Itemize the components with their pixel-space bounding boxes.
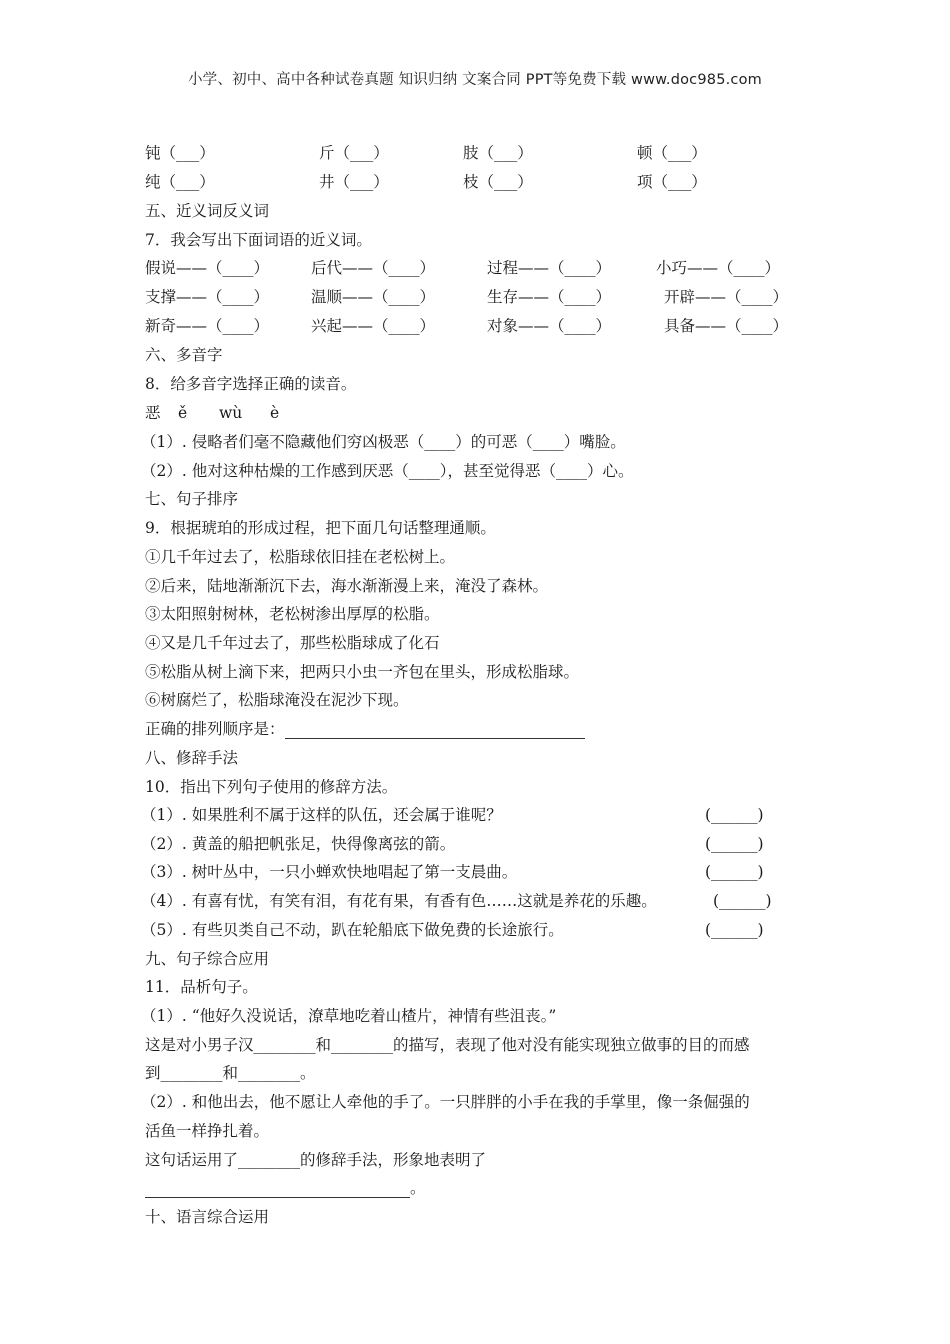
polyphone-sentence-2[interactable]: （2）. 他对这种枯燥的工作感到厌恶（____），甚至觉得恶（____）心。: [141, 462, 634, 480]
rhetoric-sentence: （5）. 有些贝类自己不动，趴在轮船底下做免费的长途旅行。: [141, 921, 564, 939]
radical-item[interactable]: 肢（___）: [463, 144, 533, 162]
rhetoric-sentence: （4）. 有喜有忧，有笑有泪，有花有果，有香有色……这就是养花的乐趣。: [141, 892, 657, 910]
analysis-quote-1: （1）. “他好久没说话，潦草地吃着山楂片，神情有些沮丧。”: [141, 1007, 557, 1025]
rhetoric-blank[interactable]: (______): [713, 892, 772, 910]
rhetoric-blank[interactable]: (______): [705, 835, 764, 853]
radical-item[interactable]: 枝（___）: [463, 173, 533, 191]
order-answer-row: [145, 719, 585, 739]
section-10-title: 十、语言综合运用: [145, 1208, 270, 1226]
synonym-item[interactable]: 温顺——（____）: [311, 288, 436, 306]
rhetoric-blank[interactable]: (______): [705, 806, 764, 824]
order-answer-label: 正确的排列顺序是：: [145, 720, 285, 738]
question-10: 10．指出下列句子使用的修辞方法。: [145, 778, 398, 796]
question-7: 7．我会写出下面词语的近义词。: [145, 231, 372, 249]
synonym-item[interactable]: 支撑——（____）: [145, 288, 270, 306]
analysis-fill-2[interactable]: 这句话运用了________的修辞手法，形象地表明了: [145, 1151, 487, 1169]
period: 。: [410, 1179, 426, 1197]
synonym-item[interactable]: 兴起——（____）: [311, 317, 436, 335]
rhetoric-blank[interactable]: (______): [705, 863, 764, 881]
radical-item[interactable]: 顿（___）: [637, 144, 707, 162]
analysis-fill-2-row: [145, 1178, 426, 1198]
section-8-title: 八、修辞手法: [145, 749, 239, 767]
section-5-title: 五、近义词反义词: [145, 202, 270, 220]
synonym-item[interactable]: 过程——（____）: [487, 259, 612, 277]
reading-option: ě: [178, 404, 188, 422]
radical-item[interactable]: 纯（___）: [145, 173, 215, 191]
order-item: ⑥树腐烂了，松脂球淹没在泥沙下现。: [145, 691, 409, 709]
rhetoric-sentence: （2）. 黄盖的船把帆张足，快得像离弦的箭。: [141, 835, 456, 853]
analysis-quote-2b: 活鱼一样挣扎着。: [145, 1122, 270, 1140]
reading-option: è: [270, 404, 280, 422]
order-answer-blank[interactable]: [285, 722, 585, 739]
order-item: ④又是几千年过去了，那些松脂球成了化石: [145, 634, 440, 652]
rhetoric-sentence: （3）. 树叶丛中，一只小蝉欢快地唱起了第一支晨曲。: [141, 863, 518, 881]
radical-item[interactable]: 项（___）: [637, 173, 707, 191]
section-6-title: 六、多音字: [145, 346, 223, 364]
rhetoric-blank[interactable]: (______): [705, 921, 764, 939]
synonym-item[interactable]: 开辟——（____）: [664, 288, 789, 306]
order-item: ⑤松脂从树上滴下来，把两只小虫一齐包在里头，形成松脂球。: [145, 663, 580, 681]
analysis-quote-2a: （2）. 和他出去，他不愿让人牵他的手了。一只胖胖的小手在我的手掌里，像一条倔强的: [141, 1093, 750, 1111]
synonym-item[interactable]: 具备——（____）: [664, 317, 789, 335]
order-item: ③太阳照射树林，老松树渗出厚厚的松脂。: [145, 605, 440, 623]
radical-item[interactable]: 斤（___）: [319, 144, 389, 162]
synonym-item[interactable]: 生存——（____）: [487, 288, 612, 306]
rhetoric-sentence: （1）. 如果胜利不属于这样的队伍，还会属于谁呢？: [141, 806, 502, 824]
radical-item[interactable]: 钝（___）: [145, 144, 215, 162]
section-7-title: 七、句子排序: [145, 490, 239, 508]
question-11: 11．品析句子。: [145, 978, 258, 996]
order-item: ②后来，陆地渐渐沉下去，海水渐渐漫上来，淹没了森林。: [145, 577, 549, 595]
analysis-fill-1a[interactable]: 这是对小男子汉________和________的描写，表现了他对没有能实现独立做事的目的而感: [145, 1036, 750, 1054]
synonym-item[interactable]: 后代——（____）: [311, 259, 436, 277]
synonym-item[interactable]: 对象——（____）: [487, 317, 612, 335]
question-8: 8．给多音字选择正确的读音。: [145, 375, 357, 393]
synonym-item[interactable]: 假说——（____）: [145, 259, 270, 277]
reading-option: wù: [219, 404, 243, 422]
polyphone-char: 恶: [145, 404, 161, 422]
analysis-fill-1b[interactable]: 到________和________。: [145, 1064, 316, 1082]
page-header: 小学、初中、高中各种试卷真题 知识归纳 文案合同 PPT等免费下载 www.doc985.com: [187, 72, 763, 88]
analysis-answer-blank[interactable]: [145, 1181, 410, 1198]
question-9: 9．根据琥珀的形成过程，把下面几句话整理通顺。: [145, 519, 496, 537]
polyphone-sentence-1[interactable]: （1）. 侵略者们毫不隐藏他们穷凶极恶（____）的可恶（____）嘴脸。: [141, 433, 626, 451]
synonym-item[interactable]: 小巧——（____）: [656, 259, 781, 277]
synonym-item[interactable]: 新奇——（____）: [145, 317, 270, 335]
order-item: ①几千年过去了，松脂球依旧挂在老松树上。: [145, 548, 456, 566]
section-9-title: 九、句子综合应用: [145, 950, 270, 968]
radical-item[interactable]: 井（___）: [319, 173, 389, 191]
